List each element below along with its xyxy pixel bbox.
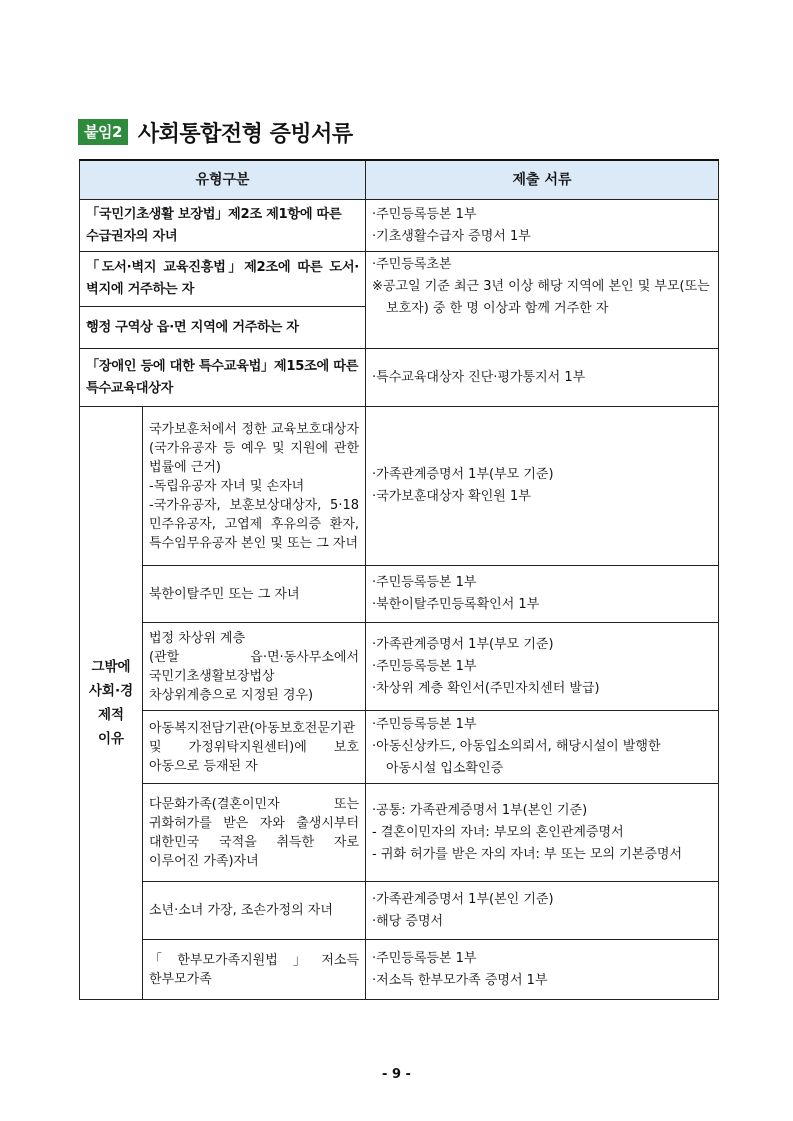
docs-cell (366, 349, 719, 407)
doc-note: ※공고일 기준 최근 3년 이상 해당 지역에 본인 및 부모(또는 보호자) 중 한 명 이상과 함께 거주한 자 (372, 279, 710, 316)
doc-line: ·아동신상카드, 아동입소의뢰서, 해당시설이 발행한 아동시설 입소확인증 (372, 739, 661, 776)
table-row (80, 940, 719, 1000)
sub-type-line: 소년·소녀 가장, 조손가정의 자녀 (149, 903, 333, 918)
sub-type-line: -국가유공자, 보훈보상대상자, 5·18 민주유공자, 고엽제 후유의증 환자, 특수임무유공자 본인 및 또는 그 자녀 (149, 497, 360, 551)
doc-line: - 귀화 허가를 받은 자의 자녀: 부 또는 모의 기본증명서 (372, 846, 682, 862)
page-title: 사회통합전형 증빙서류 (137, 121, 353, 147)
sub-type-line: 「한부모가족지원법」저소득 한부모가족 (149, 952, 360, 987)
doc-line: ·가족관계증명서 1부(본인 기준) (372, 891, 554, 907)
doc-line: ·가족관계증명서 1부(부모 기준) (372, 636, 554, 652)
sub-type-cell (143, 882, 366, 940)
docs-cell (366, 784, 719, 882)
column-header-docs: 제출 서류 (366, 160, 719, 200)
doc-line: ·가족관계증명서 1부(부모 기준) (372, 467, 554, 482)
docs-cell (366, 711, 719, 784)
category-line: 그밖에 (91, 659, 131, 675)
sub-type-cell (143, 407, 366, 566)
sub-type-line: (관할 읍·면·동사무소에서 국민기초생활보장법상 차상위계층으로 지정된 경우) (149, 649, 360, 703)
table-row (80, 200, 719, 252)
doc-line: ·주민등록등본 1부 (372, 206, 477, 222)
sub-type-cell (143, 623, 366, 711)
sub-type-line: 아동복지전담기관(아동보호전문기관 및 가정위탁지원센터)에 보호 아동으로 등재된 자 (149, 720, 360, 774)
table-row (80, 711, 719, 784)
doc-line: ·기초생활수급자 증명서 1부 (372, 228, 531, 244)
table-row (80, 784, 719, 882)
section-header (78, 117, 353, 147)
column-header-type: 유형구분 (80, 160, 366, 200)
doc-line: - 결혼이민자의 자녀: 부모의 혼인관계증명서 (372, 824, 624, 840)
table-row (80, 882, 719, 940)
docs-cell (366, 566, 719, 623)
doc-line: ·주민등록등본 1부 (372, 658, 477, 674)
doc-line: ·공통: 가족관계증명서 1부(본인 기준) (372, 802, 588, 818)
table-row (80, 623, 719, 711)
page-number: - 9 - (382, 1067, 411, 1082)
doc-line: ·주민등록등본 1부 (372, 717, 477, 732)
sub-type-line: 북한이탈주민 또는 그 자녀 (149, 586, 300, 602)
evidence-documents-table (79, 159, 719, 1000)
docs-cell (366, 623, 719, 711)
docs-cell (366, 200, 719, 252)
category-line: 이유 (97, 731, 125, 747)
category-cell (80, 407, 143, 1000)
doc-line: ·주민등록등본 1부 (372, 575, 477, 590)
docs-cell (366, 252, 719, 349)
doc-line: ·국가보훈대상자 확인원 1부 (372, 489, 531, 504)
sub-type-line: 법정 차상위 계층 (149, 630, 246, 646)
docs-cell (366, 882, 719, 940)
doc-line: ·해당 증명서 (372, 913, 444, 929)
type-cell: 행정 구역상 읍·면 지역에 거주하는 자 (80, 307, 366, 349)
docs-cell (366, 940, 719, 1000)
doc-line: ·차상위 계층 확인서(주민자치센터 발급) (372, 680, 600, 696)
table-row (80, 566, 719, 623)
category-line: 제적 (97, 707, 125, 723)
table-row (80, 252, 719, 307)
doc-line: ·저소득 한부모가족 증명서 1부 (372, 972, 548, 988)
doc-line: ·주민등록초본 (372, 257, 452, 272)
sub-type-cell (143, 711, 366, 784)
sub-type-line: -독립유공자 자녀 및 손자녀 (149, 478, 305, 494)
sub-type-line: 국가보훈처에서 정한 교육보호대상자(국가유공자 등 예우 및 지원에 관한 법률에 근거) (149, 421, 360, 475)
table-header-row (80, 160, 719, 200)
type-cell: 「장애인 등에 대한 특수교육법」제15조에 따른 특수교육대상자 (80, 349, 366, 407)
sub-type-cell (143, 566, 366, 623)
sub-type-cell (143, 784, 366, 882)
type-cell: 「국민기초생활 보장법」제2조 제1항에 따른 수급권자의 자녀 (80, 200, 366, 252)
docs-cell (366, 407, 719, 566)
doc-line: ·특수교육대상자 진단·평가통지서 1부 (372, 369, 586, 385)
sub-type-line: 다문화가족(결혼이민자 또는 귀화허가를 받은 자와 출생시부터 대한민국 국적을 취득한 자로 이루어진 가족)자녀 (149, 796, 360, 869)
category-line: 사회·경 (88, 683, 134, 699)
table-row (80, 407, 719, 566)
type-cell: 「도서·벽지 교육진흥법」제2조에 따른 도서·벽지에 거주하는 자 (80, 252, 366, 307)
doc-line: ·주민등록등본 1부 (372, 950, 477, 966)
table-row (80, 349, 719, 407)
sub-type-cell (143, 940, 366, 1000)
attachment-badge: 붙임2 (78, 119, 128, 145)
doc-line: ·북한이탈주민등록확인서 1부 (372, 597, 540, 612)
